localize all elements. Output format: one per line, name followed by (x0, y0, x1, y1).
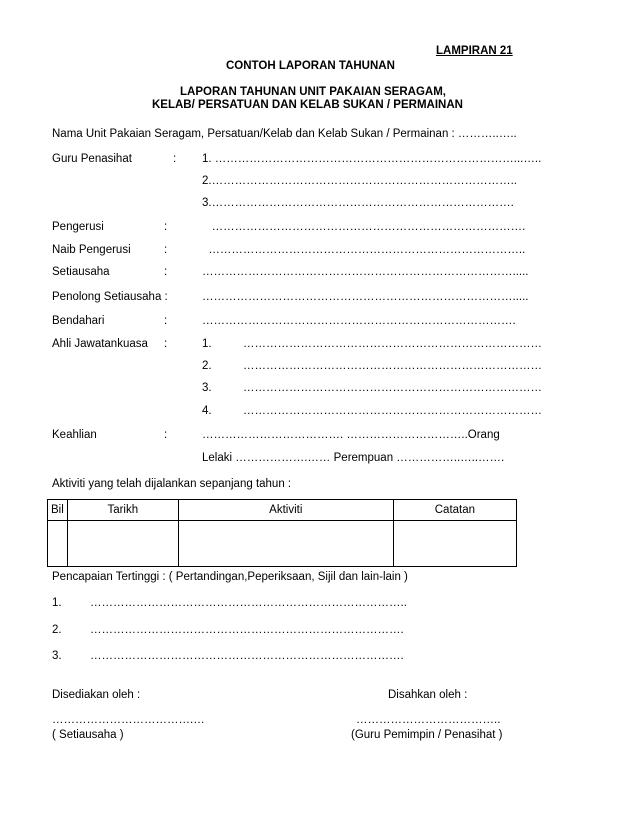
col-bil: Bil (48, 500, 68, 521)
setiausaha-dots: ………………………………………………………………………..... (202, 266, 529, 278)
ajk-item-4-dots: …………………………………………………………………… (243, 405, 542, 417)
guru-penasihat-line-1: 1. ……………………………………………………………………...….. (202, 153, 542, 165)
ajk-colon: : (164, 338, 168, 350)
bendahari-dots: ………………………………………………………………………. (202, 315, 516, 327)
pengerusi-dots: ………………………………………………………………………. (202, 221, 526, 233)
guru-penasihat-colon: : (173, 153, 177, 165)
penolong-setiausaha-dots: ………………………………………………………………………..... (202, 291, 529, 303)
keahlian-line-1: ………………………………. …………………………..Orang (202, 429, 500, 441)
ajk-item-3-num: 3. (202, 382, 212, 394)
setiausaha-colon: : (164, 266, 168, 278)
pencapaian-item-1-num: 1. (52, 597, 62, 609)
role-setiausaha: ( Setiausaha ) (52, 729, 124, 741)
title-line-1: LAPORAN TAHUNAN UNIT PAKAIAN SERAGAM, (180, 86, 446, 98)
ajk-item-1-num: 1. (202, 338, 212, 350)
guru-penasihat-label: Guru Penasihat (52, 153, 132, 165)
signature-line-left: ……………………………….… (52, 714, 205, 726)
setiausaha-label: Setiausaha (52, 266, 110, 278)
ajk-item-2-num: 2. (202, 360, 212, 372)
col-tarikh: Tarikh (67, 500, 178, 521)
col-catatan: Catatan (393, 500, 516, 521)
pencapaian-item-3-dots: ………………………………………………………………………. (90, 650, 404, 662)
aktiviti-table-header (48, 500, 517, 521)
pengerusi-colon: : (164, 221, 168, 233)
keahlian-colon: : (164, 429, 168, 441)
col-aktiviti: Aktiviti (178, 500, 393, 521)
pencapaian-item-1-dots: ……………………………………………………………………….. (90, 597, 407, 609)
keahlian-line-2: Lelaki ……………….…… Perempuan ……………..…..……. (202, 452, 505, 464)
keahlian-label: Keahlian (52, 429, 97, 441)
naib-pengerusi-dots: ……………………………………………………………………….. (202, 244, 526, 256)
pencapaian-item-2-dots: ………………………………………………………………………. (90, 624, 404, 636)
signature-line-right: ……………………………….. (356, 714, 501, 726)
table-row (48, 521, 517, 567)
nama-unit-field: Nama Unit Pakaian Seragam, Persatuan/Kelab dan Kelab Sukan / Permainan : ………..….. (52, 128, 517, 140)
cell-tarikh[interactable] (67, 521, 178, 567)
aktiviti-intro: Aktiviti yang telah dijalankan sepanjang tahun : (52, 478, 292, 490)
pencapaian-item-3-num: 3. (52, 650, 62, 662)
guru-penasihat-line-2: 2.…………………………………………………………………….. (202, 175, 517, 187)
lampiran-label: LAMPIRAN 21 (436, 45, 513, 57)
cell-catatan[interactable] (393, 521, 516, 567)
pencapaian-item-2-num: 2. (52, 624, 62, 636)
contoh-title: CONTOH LAPORAN TAHUNAN (226, 60, 395, 72)
guru-penasihat-line-3: 3.……………………………………………………………………. (202, 197, 514, 209)
naib-pengerusi-colon: : (164, 244, 168, 256)
ajk-label: Ahli Jawatankuasa (52, 338, 148, 350)
cell-aktiviti[interactable] (178, 521, 393, 567)
title-line-2: KELAB/ PERSATUAN DAN KELAB SUKAN / PERMAINAN (152, 99, 463, 111)
pencapaian-label: Pencapaian Tertinggi : ( Pertandingan,Peperiksaan, Sijil dan lain-lain ) (52, 571, 408, 583)
disediakan-label: Disediakan oleh : (52, 689, 141, 701)
penolong-setiausaha-label: Penolong Setiausaha : (52, 291, 168, 303)
ajk-item-4-num: 4. (202, 405, 212, 417)
aktiviti-table (47, 499, 517, 567)
naib-pengerusi-label: Naib Pengerusi (52, 244, 131, 256)
role-guru-pemimpin: (Guru Pemimpin / Penasihat ) (351, 729, 503, 741)
ajk-item-2-dots: …………………………………………………………………… (243, 360, 542, 372)
ajk-item-3-dots: …………………………………………………………………… (243, 382, 542, 394)
disahkan-label: Disahkan oleh : (388, 689, 468, 701)
cell-bil[interactable] (48, 521, 68, 567)
bendahari-label: Bendahari (52, 315, 105, 327)
ajk-item-1-dots: …………………………………………………………………… (243, 338, 542, 350)
pengerusi-label: Pengerusi (52, 221, 104, 233)
bendahari-colon: : (164, 315, 168, 327)
